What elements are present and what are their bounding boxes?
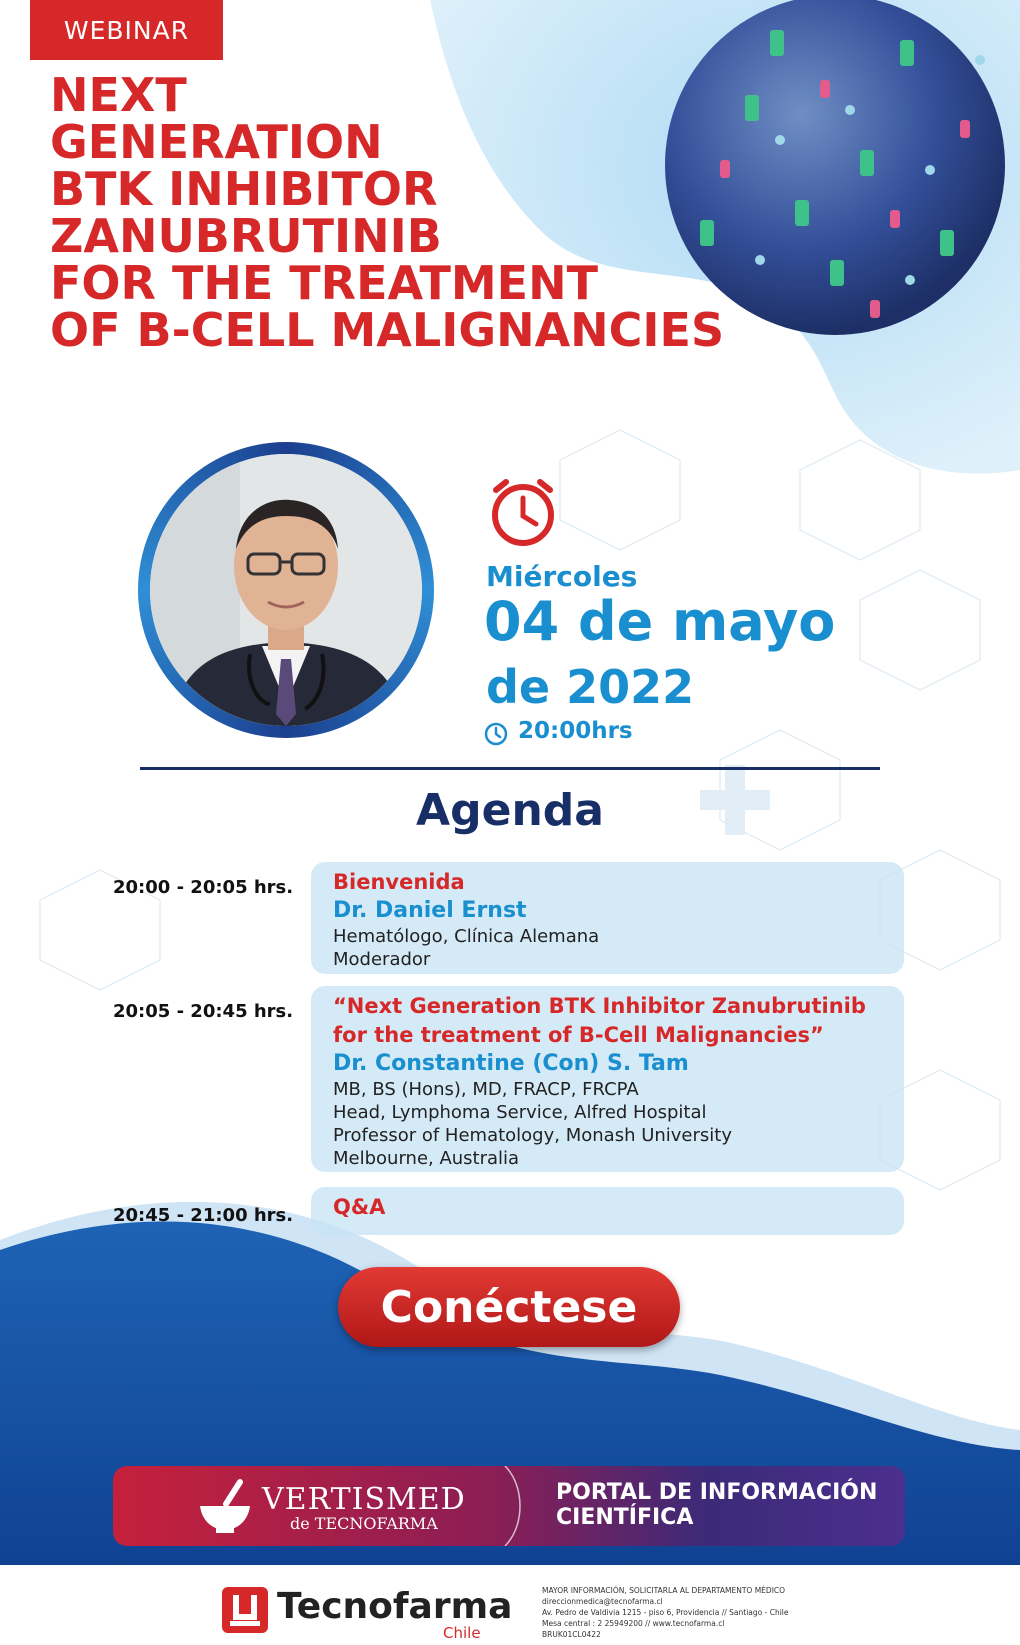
tecnofarma-logo-icon <box>222 1587 268 1633</box>
talk-title-line: “Next Generation BTK Inhibitor Zanubrutinib <box>333 994 866 1018</box>
speaker-detail: Professor of Hematology, Monash University <box>333 1125 732 1146</box>
speaker-detail: Melbourne, Australia <box>333 1148 520 1169</box>
title-line: ZANUBRUTINIB <box>50 209 442 263</box>
partner-brand: VERTISMED <box>262 1482 466 1517</box>
event-date: 04 de mayo <box>484 590 836 653</box>
title-line: NEXT <box>50 68 187 122</box>
info-line: Av. Pedro de Valdivia 1215 - piso 6, Providencia // Santiago - Chile <box>542 1608 789 1617</box>
agenda-heading: Q&A <box>333 1195 386 1219</box>
info-line[interactable]: direccionmedica@tecnofarma.cl <box>542 1597 663 1606</box>
event-time: 20:00hrs <box>518 718 633 744</box>
speaker-detail: MB, BS (Hons), MD, FRACP, FRCPA <box>333 1079 639 1100</box>
info-line: Mesa central : 2 25949200 // www.tecnofarma.cl <box>542 1619 725 1628</box>
portal-line: PORTAL DE INFORMACIÓN <box>556 1480 878 1505</box>
title-line: GENERATION <box>50 115 383 169</box>
contact-info <box>542 1585 789 1640</box>
speaker-detail: Moderador <box>333 949 431 970</box>
title-line: BTK INHIBITOR <box>50 162 438 216</box>
banner-divider <box>500 1466 540 1546</box>
section-divider <box>140 767 880 770</box>
agenda-heading: Bienvenida <box>333 870 465 894</box>
speaker-detail: Hematólogo, Clínica Alemana <box>333 926 600 947</box>
talk-title-line: for the treatment of B-Cell Malignancies” <box>333 1023 824 1047</box>
speaker-photo <box>150 454 422 726</box>
alarm-clock-icon <box>486 476 560 550</box>
agenda-item <box>311 1187 904 1235</box>
agenda-time: 20:00 - 20:05 hrs. <box>113 877 294 898</box>
clock-icon <box>483 721 509 747</box>
event-year: de 2022 <box>486 660 695 714</box>
webinar-badge: WEBINAR <box>30 0 223 60</box>
title-line: OF B-CELL MALIGNANCIES <box>50 303 725 357</box>
agenda-title: Agenda <box>416 785 604 836</box>
mortar-pestle-logo-icon <box>196 1478 254 1536</box>
agenda-time: 20:05 - 20:45 hrs. <box>113 1001 294 1022</box>
title-line: FOR THE TREATMENT <box>50 256 598 310</box>
info-line: MAYOR INFORMACIÓN, SOLICITARLA AL DEPARTAMENTO MÉDICO <box>542 1586 786 1595</box>
info-line: BRUK01CL0422 <box>542 1630 601 1639</box>
webinar-title <box>50 68 810 357</box>
portal-text <box>556 1480 877 1530</box>
company-name: Tecnofarma <box>277 1586 513 1627</box>
company-country: Chile <box>443 1624 481 1642</box>
agenda-item <box>311 986 904 1172</box>
portal-line: CIENTÍFICA <box>556 1505 694 1530</box>
speaker-name: Dr. Constantine (Con) S. Tam <box>333 1051 689 1076</box>
event-day: Miércoles <box>486 560 638 593</box>
agenda-item <box>311 862 904 974</box>
agenda-time: 20:45 - 21:00 hrs. <box>113 1205 294 1226</box>
speaker-detail: Head, Lymphoma Service, Alfred Hospital <box>333 1102 707 1123</box>
speaker-name: Dr. Daniel Ernst <box>333 898 527 923</box>
connect-button[interactable]: Conéctese <box>338 1267 680 1347</box>
partner-brand-sub: de TECNOFARMA <box>290 1514 438 1533</box>
